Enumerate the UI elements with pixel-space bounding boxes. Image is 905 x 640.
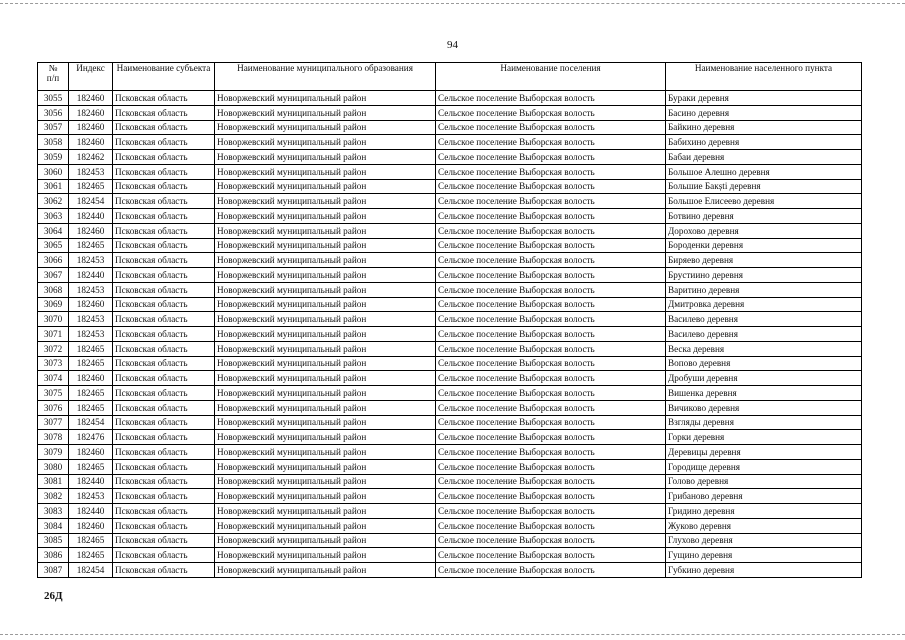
cell-locality: Губкино деревня [666,563,862,578]
cell-index: 182465 [69,400,113,415]
cell-subject: Псковская область [113,268,215,283]
cell-municipality: Новоржевский муниципальный район [215,120,436,135]
cell-index: 182460 [69,105,113,120]
table-row [38,341,862,356]
cell-settlement: Сельское поселение Выборская волость [436,430,666,445]
cell-municipality: Новоржевский муниципальный район [215,445,436,460]
cell-num: 3063 [38,209,69,224]
cell-subject: Псковская область [113,356,215,371]
cell-municipality: Новоржевский муниципальный район [215,253,436,268]
cell-subject: Псковская область [113,563,215,578]
cell-municipality: Новоржевский муниципальный район [215,400,436,415]
cell-index: 182465 [69,548,113,563]
cell-locality: Дорохово деревня [666,223,862,238]
cell-subject: Псковская область [113,194,215,209]
table-row [38,312,862,327]
cell-subject: Псковская область [113,415,215,430]
cell-settlement: Сельское поселение Выборская волость [436,356,666,371]
cell-index: 182453 [69,489,113,504]
cell-subject: Псковская область [113,282,215,297]
cell-settlement: Сельское поселение Выборская волость [436,179,666,194]
cell-num: 3060 [38,164,69,179]
cell-subject: Псковская область [113,135,215,150]
cell-index: 182453 [69,312,113,327]
table-row [38,135,862,150]
header-municipality: Наименование муниципального образования [215,63,436,91]
cell-settlement: Сельское поселение Выборская волость [436,194,666,209]
cell-locality: Вишенка деревня [666,386,862,401]
cell-settlement: Сельское поселение Выборская волость [436,445,666,460]
cell-municipality: Новоржевский муниципальный район [215,533,436,548]
table-body [38,91,862,578]
header-num-line1: № [48,63,58,73]
header-locality: Наименование населенного пункта [666,63,862,91]
cell-locality: Деревицы деревня [666,445,862,460]
cell-subject: Псковская область [113,386,215,401]
cell-settlement: Сельское поселение Выборская волость [436,504,666,519]
cell-locality: Дробуши деревня [666,371,862,386]
table-row [38,474,862,489]
table-row [38,459,862,474]
cell-index: 182453 [69,282,113,297]
table-row [38,120,862,135]
cell-municipality: Новоржевский муниципальный район [215,430,436,445]
cell-municipality: Новоржевский муниципальный район [215,150,436,165]
cell-subject: Псковская область [113,533,215,548]
cell-locality: Городище деревня [666,459,862,474]
cell-subject: Псковская область [113,209,215,224]
cell-locality: Большие Бакști деревня [666,179,862,194]
cell-locality: Ботвино деревня [666,209,862,224]
table-row [38,518,862,533]
table-row [38,179,862,194]
table-row [38,150,862,165]
cell-num: 3065 [38,238,69,253]
cell-num: 3061 [38,179,69,194]
cell-num: 3067 [38,268,69,283]
cell-subject: Псковская область [113,371,215,386]
table-row [38,194,862,209]
cell-municipality: Новоржевский муниципальный район [215,297,436,312]
cell-index: 182465 [69,459,113,474]
table-row [38,105,862,120]
scan-edge-top [0,3,905,4]
cell-subject: Псковская область [113,105,215,120]
cell-settlement: Сельское поселение Выборская волость [436,164,666,179]
cell-municipality: Новоржевский муниципальный район [215,563,436,578]
cell-municipality: Новоржевский муниципальный район [215,327,436,342]
cell-locality: Глухово деревня [666,533,862,548]
cell-index: 182453 [69,253,113,268]
header-subject: Наименование субъекта [113,63,215,91]
cell-num: 3056 [38,105,69,120]
table-row [38,563,862,578]
cell-locality: Вопово деревня [666,356,862,371]
cell-subject: Псковская область [113,341,215,356]
cell-num: 3068 [38,282,69,297]
cell-index: 182465 [69,341,113,356]
cell-subject: Псковская область [113,91,215,106]
cell-index: 182460 [69,91,113,106]
cell-locality: Взгляды деревня [666,415,862,430]
cell-index: 182465 [69,386,113,401]
table-row [38,253,862,268]
cell-municipality: Новоржевский муниципальный район [215,459,436,474]
cell-subject: Псковская область [113,297,215,312]
cell-locality: Большое Елисеево деревня [666,194,862,209]
cell-index: 182454 [69,194,113,209]
cell-subject: Псковская область [113,179,215,194]
cell-index: 182460 [69,223,113,238]
cell-municipality: Новоржевский муниципальный район [215,371,436,386]
cell-settlement: Сельское поселение Выборская волость [436,91,666,106]
cell-locality: Вичиково деревня [666,400,862,415]
table-row [38,327,862,342]
cell-settlement: Сельское поселение Выборская волость [436,474,666,489]
cell-settlement: Сельское поселение Выборская волость [436,238,666,253]
cell-num: 3077 [38,415,69,430]
table-row [38,400,862,415]
cell-municipality: Новоржевский муниципальный район [215,386,436,401]
cell-num: 3072 [38,341,69,356]
localities-table [37,62,862,578]
table-row [38,386,862,401]
cell-locality: Бабаи деревня [666,150,862,165]
cell-settlement: Сельское поселение Выборская волость [436,150,666,165]
cell-locality: Байкино деревня [666,120,862,135]
cell-index: 182440 [69,209,113,224]
cell-locality: Большое Алешно деревня [666,164,862,179]
cell-municipality: Новоржевский муниципальный район [215,105,436,120]
cell-settlement: Сельское поселение Выборская волость [436,371,666,386]
cell-settlement: Сельское поселение Выборская волость [436,120,666,135]
cell-settlement: Сельское поселение Выборская волость [436,489,666,504]
cell-municipality: Новоржевский муниципальный район [215,282,436,297]
table-row [38,164,862,179]
cell-index: 182460 [69,120,113,135]
cell-index: 182460 [69,371,113,386]
cell-index: 182460 [69,135,113,150]
cell-settlement: Сельское поселение Выборская волость [436,135,666,150]
cell-index: 182454 [69,563,113,578]
table-row [38,415,862,430]
cell-num: 3069 [38,297,69,312]
cell-locality: Василево деревня [666,312,862,327]
table-row [38,282,862,297]
cell-subject: Псковская область [113,459,215,474]
cell-num: 3081 [38,474,69,489]
cell-subject: Псковская область [113,223,215,238]
cell-subject: Псковская область [113,327,215,342]
cell-num: 3082 [38,489,69,504]
cell-locality: Биряево деревня [666,253,862,268]
cell-locality: Жуково деревня [666,518,862,533]
cell-settlement: Сельское поселение Выборская волость [436,459,666,474]
cell-subject: Псковская область [113,400,215,415]
cell-locality: Бураки деревня [666,91,862,106]
cell-municipality: Новоржевский муниципальный район [215,135,436,150]
cell-num: 3079 [38,445,69,460]
header-num-line2: п/п [46,73,60,83]
table-row [38,445,862,460]
cell-municipality: Новоржевский муниципальный район [215,91,436,106]
cell-index: 182440 [69,268,113,283]
cell-municipality: Новоржевский муниципальный район [215,518,436,533]
cell-locality: Гущино деревня [666,548,862,563]
cell-settlement: Сельское поселение Выборская волость [436,282,666,297]
cell-num: 3085 [38,533,69,548]
scan-edge-bottom [0,634,905,635]
cell-index: 182440 [69,504,113,519]
cell-settlement: Сельское поселение Выборская волость [436,105,666,120]
cell-num: 3073 [38,356,69,371]
cell-locality: Брустиино деревня [666,268,862,283]
cell-index: 182453 [69,164,113,179]
cell-subject: Псковская область [113,253,215,268]
cell-settlement: Сельское поселение Выборская волость [436,209,666,224]
cell-settlement: Сельское поселение Выборская волость [436,253,666,268]
cell-index: 182462 [69,150,113,165]
cell-subject: Псковская область [113,548,215,563]
cell-index: 182460 [69,518,113,533]
cell-municipality: Новоржевский муниципальный район [215,209,436,224]
cell-locality: Басино деревня [666,105,862,120]
cell-municipality: Новоржевский муниципальный район [215,548,436,563]
cell-index: 182460 [69,445,113,460]
cell-settlement: Сельское поселение Выборская волость [436,312,666,327]
table-row [38,533,862,548]
cell-locality: Гридино деревня [666,504,862,519]
cell-index: 182460 [69,297,113,312]
cell-num: 3074 [38,371,69,386]
cell-num: 3083 [38,504,69,519]
cell-municipality: Новоржевский муниципальный район [215,164,436,179]
cell-settlement: Сельское поселение Выборская волость [436,415,666,430]
cell-locality: Бороденки деревня [666,238,862,253]
cell-num: 3087 [38,563,69,578]
table-row [38,371,862,386]
table-row [38,297,862,312]
cell-municipality: Новоржевский муниципальный район [215,268,436,283]
cell-subject: Псковская область [113,120,215,135]
cell-municipality: Новоржевский муниципальный район [215,474,436,489]
cell-num: 3057 [38,120,69,135]
cell-num: 3055 [38,91,69,106]
cell-municipality: Новоржевский муниципальный район [215,238,436,253]
cell-index: 182476 [69,430,113,445]
page-number: 94 [447,39,458,51]
cell-settlement: Сельское поселение Выборская волость [436,268,666,283]
cell-num: 3064 [38,223,69,238]
cell-index: 182453 [69,327,113,342]
cell-settlement: Сельское поселение Выборская волость [436,533,666,548]
table-header-row [38,63,862,91]
cell-locality: Грибаново деревня [666,489,862,504]
cell-index: 182465 [69,238,113,253]
cell-municipality: Новоржевский муниципальный район [215,415,436,430]
header-num [38,63,69,91]
cell-subject: Псковская область [113,238,215,253]
cell-locality: Василево деревня [666,327,862,342]
cell-locality: Голово деревня [666,474,862,489]
cell-subject: Псковская область [113,445,215,460]
table-row [38,268,862,283]
cell-subject: Псковская область [113,312,215,327]
cell-locality: Варитино деревня [666,282,862,297]
cell-locality: Дмитровка деревня [666,297,862,312]
cell-index: 182465 [69,179,113,194]
cell-num: 3070 [38,312,69,327]
cell-municipality: Новоржевский муниципальный район [215,312,436,327]
table-row [38,548,862,563]
cell-num: 3086 [38,548,69,563]
cell-subject: Псковская область [113,474,215,489]
cell-index: 182454 [69,415,113,430]
table-row [38,238,862,253]
cell-municipality: Новоржевский муниципальный район [215,489,436,504]
table-row [38,356,862,371]
cell-settlement: Сельское поселение Выборская волость [436,327,666,342]
table-row [38,489,862,504]
cell-num: 3062 [38,194,69,209]
cell-num: 3078 [38,430,69,445]
cell-settlement: Сельское поселение Выборская волость [436,386,666,401]
cell-settlement: Сельское поселение Выборская волость [436,563,666,578]
cell-num: 3059 [38,150,69,165]
cell-index: 182465 [69,356,113,371]
cell-locality: Бабихино деревня [666,135,862,150]
header-settlement: Наименование поселения [436,63,666,91]
cell-index: 182440 [69,474,113,489]
cell-num: 3080 [38,459,69,474]
footer-code: 26Д [44,590,63,602]
cell-settlement: Сельское поселение Выборская волость [436,297,666,312]
cell-subject: Псковская область [113,504,215,519]
cell-settlement: Сельское поселение Выборская волость [436,223,666,238]
cell-municipality: Новоржевский муниципальный район [215,223,436,238]
table-row [38,430,862,445]
cell-locality: Веска деревня [666,341,862,356]
cell-subject: Псковская область [113,150,215,165]
cell-municipality: Новоржевский муниципальный район [215,504,436,519]
cell-subject: Псковская область [113,489,215,504]
cell-settlement: Сельское поселение Выборская волость [436,548,666,563]
cell-municipality: Новоржевский муниципальный район [215,179,436,194]
cell-subject: Псковская область [113,518,215,533]
cell-num: 3071 [38,327,69,342]
cell-subject: Псковская область [113,430,215,445]
header-index: Индекс [69,63,113,91]
cell-num: 3075 [38,386,69,401]
cell-num: 3076 [38,400,69,415]
cell-index: 182465 [69,533,113,548]
table-row [38,209,862,224]
cell-settlement: Сельское поселение Выборская волость [436,518,666,533]
cell-municipality: Новоржевский муниципальный район [215,356,436,371]
cell-num: 3058 [38,135,69,150]
cell-num: 3066 [38,253,69,268]
cell-municipality: Новоржевский муниципальный район [215,194,436,209]
table-row [38,504,862,519]
cell-num: 3084 [38,518,69,533]
cell-locality: Горки деревня [666,430,862,445]
cell-municipality: Новоржевский муниципальный район [215,341,436,356]
cell-settlement: Сельское поселение Выборская волость [436,341,666,356]
table-row [38,91,862,106]
table-row [38,223,862,238]
cell-settlement: Сельское поселение Выборская волость [436,400,666,415]
cell-subject: Псковская область [113,164,215,179]
